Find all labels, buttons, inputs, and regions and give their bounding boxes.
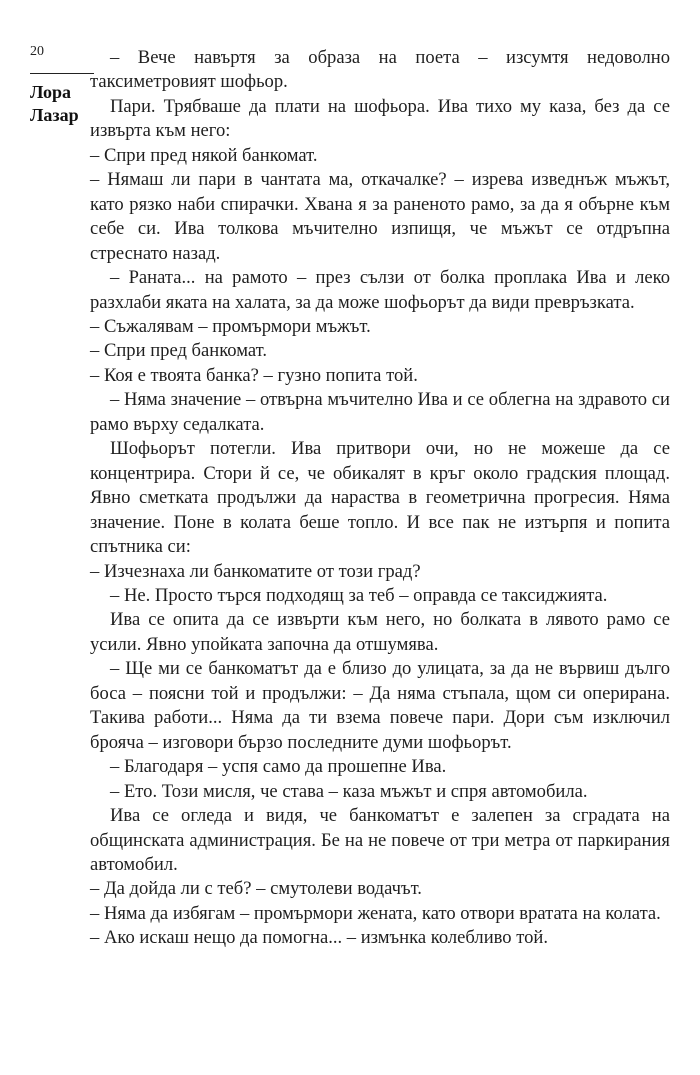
- paragraph: – Спри пред банкомат.: [90, 340, 268, 362]
- paragraph: – Няма да избягам – промърмори жената, като отвори вратата на колата.: [90, 902, 661, 924]
- paragraph: – Да дойда ли с теб? – смутолеви водачът.: [90, 878, 422, 900]
- running-head-line: Лазар: [30, 105, 79, 125]
- body-text: [90, 46, 670, 951]
- paragraph: – Благодаря – успя само да прошепне Ива.: [110, 756, 447, 778]
- paragraph: – Ако искаш нещо да помогна... – измънка колебливо той.: [90, 927, 549, 949]
- paragraph: – Не. Просто търся подходящ за теб – оправда се таксиджията.: [110, 584, 608, 606]
- paragraph: – Вече навъртя за образа на поета – изсумтя недоволно таксиметровият шофьор.: [90, 47, 670, 93]
- paragraph: Ива се огледа и видя, че банкоматът е залепен за сградата на общинската администрация. Бе на не повече от три метра от паркирания автомобил.: [90, 805, 670, 875]
- paragraph: – Спри пред някой банкомат.: [90, 144, 318, 166]
- paragraph: – Изчезнаха ли банкоматите от този град?: [90, 560, 421, 582]
- paragraph: – Съжалявам – промърмори мъжът.: [90, 315, 371, 337]
- paragraph: – Ето. Този мисля, че става – каза мъжът и спря автомобила.: [110, 780, 588, 802]
- paragraph: – Няма значение – отвърна мъчително Ива и се облегна на здравото си рамо върху седалката.: [90, 389, 670, 435]
- paragraph: – Раната... на рамото – през сълзи от болка проплака Ива и леко разхлаби яката на халата, за да може шофьорът да види превръзката.: [90, 267, 670, 313]
- paragraph: Ива се опита да се извърти към него, но болката в лявото рамо се усили. Явно упойката започна да отшумява.: [90, 609, 670, 655]
- page-number: 20: [30, 44, 44, 59]
- paragraph: – Коя е твоята банка? – гузно попита той.: [90, 364, 418, 386]
- paragraph: Шофьорът потегли. Ива притвори очи, но не можеше да се концентрира. Стори й се, че обикалят в кръг около градския площад. Явно сметката продължи да нараства в геометрична прогресия. Няма значение. Поне в колата беше топло. И все пак не изтърпя и попита спътника си:: [90, 438, 670, 558]
- header-rule: [30, 73, 94, 74]
- running-head-line: Лора: [30, 82, 71, 102]
- paragraph: Пари. Трябваше да плати на шофьора. Ива тихо му каза, без да се извърта към него:: [90, 95, 670, 142]
- paragraph: – Ще ми се банкоматът да е близо до улицата, за да не вървиш дълго боса – поясни той и продължи: – Да няма стъпала, щом си оперирана. Такива работи... Няма да ти взема повече пари. Дори съм изключил брояча – изговори бързо последните думи шофьорът.: [90, 658, 670, 753]
- paragraph: – Нямаш ли пари в чантата ма, откачалке? – изрева изведнъж мъжът, като рязко наби спирачки. Хвана я за раненото рамо, за да я обърне към себе си. Ива толкова мъчително изпищя, че мъжът се отдръпна стреснато назад.: [90, 169, 670, 264]
